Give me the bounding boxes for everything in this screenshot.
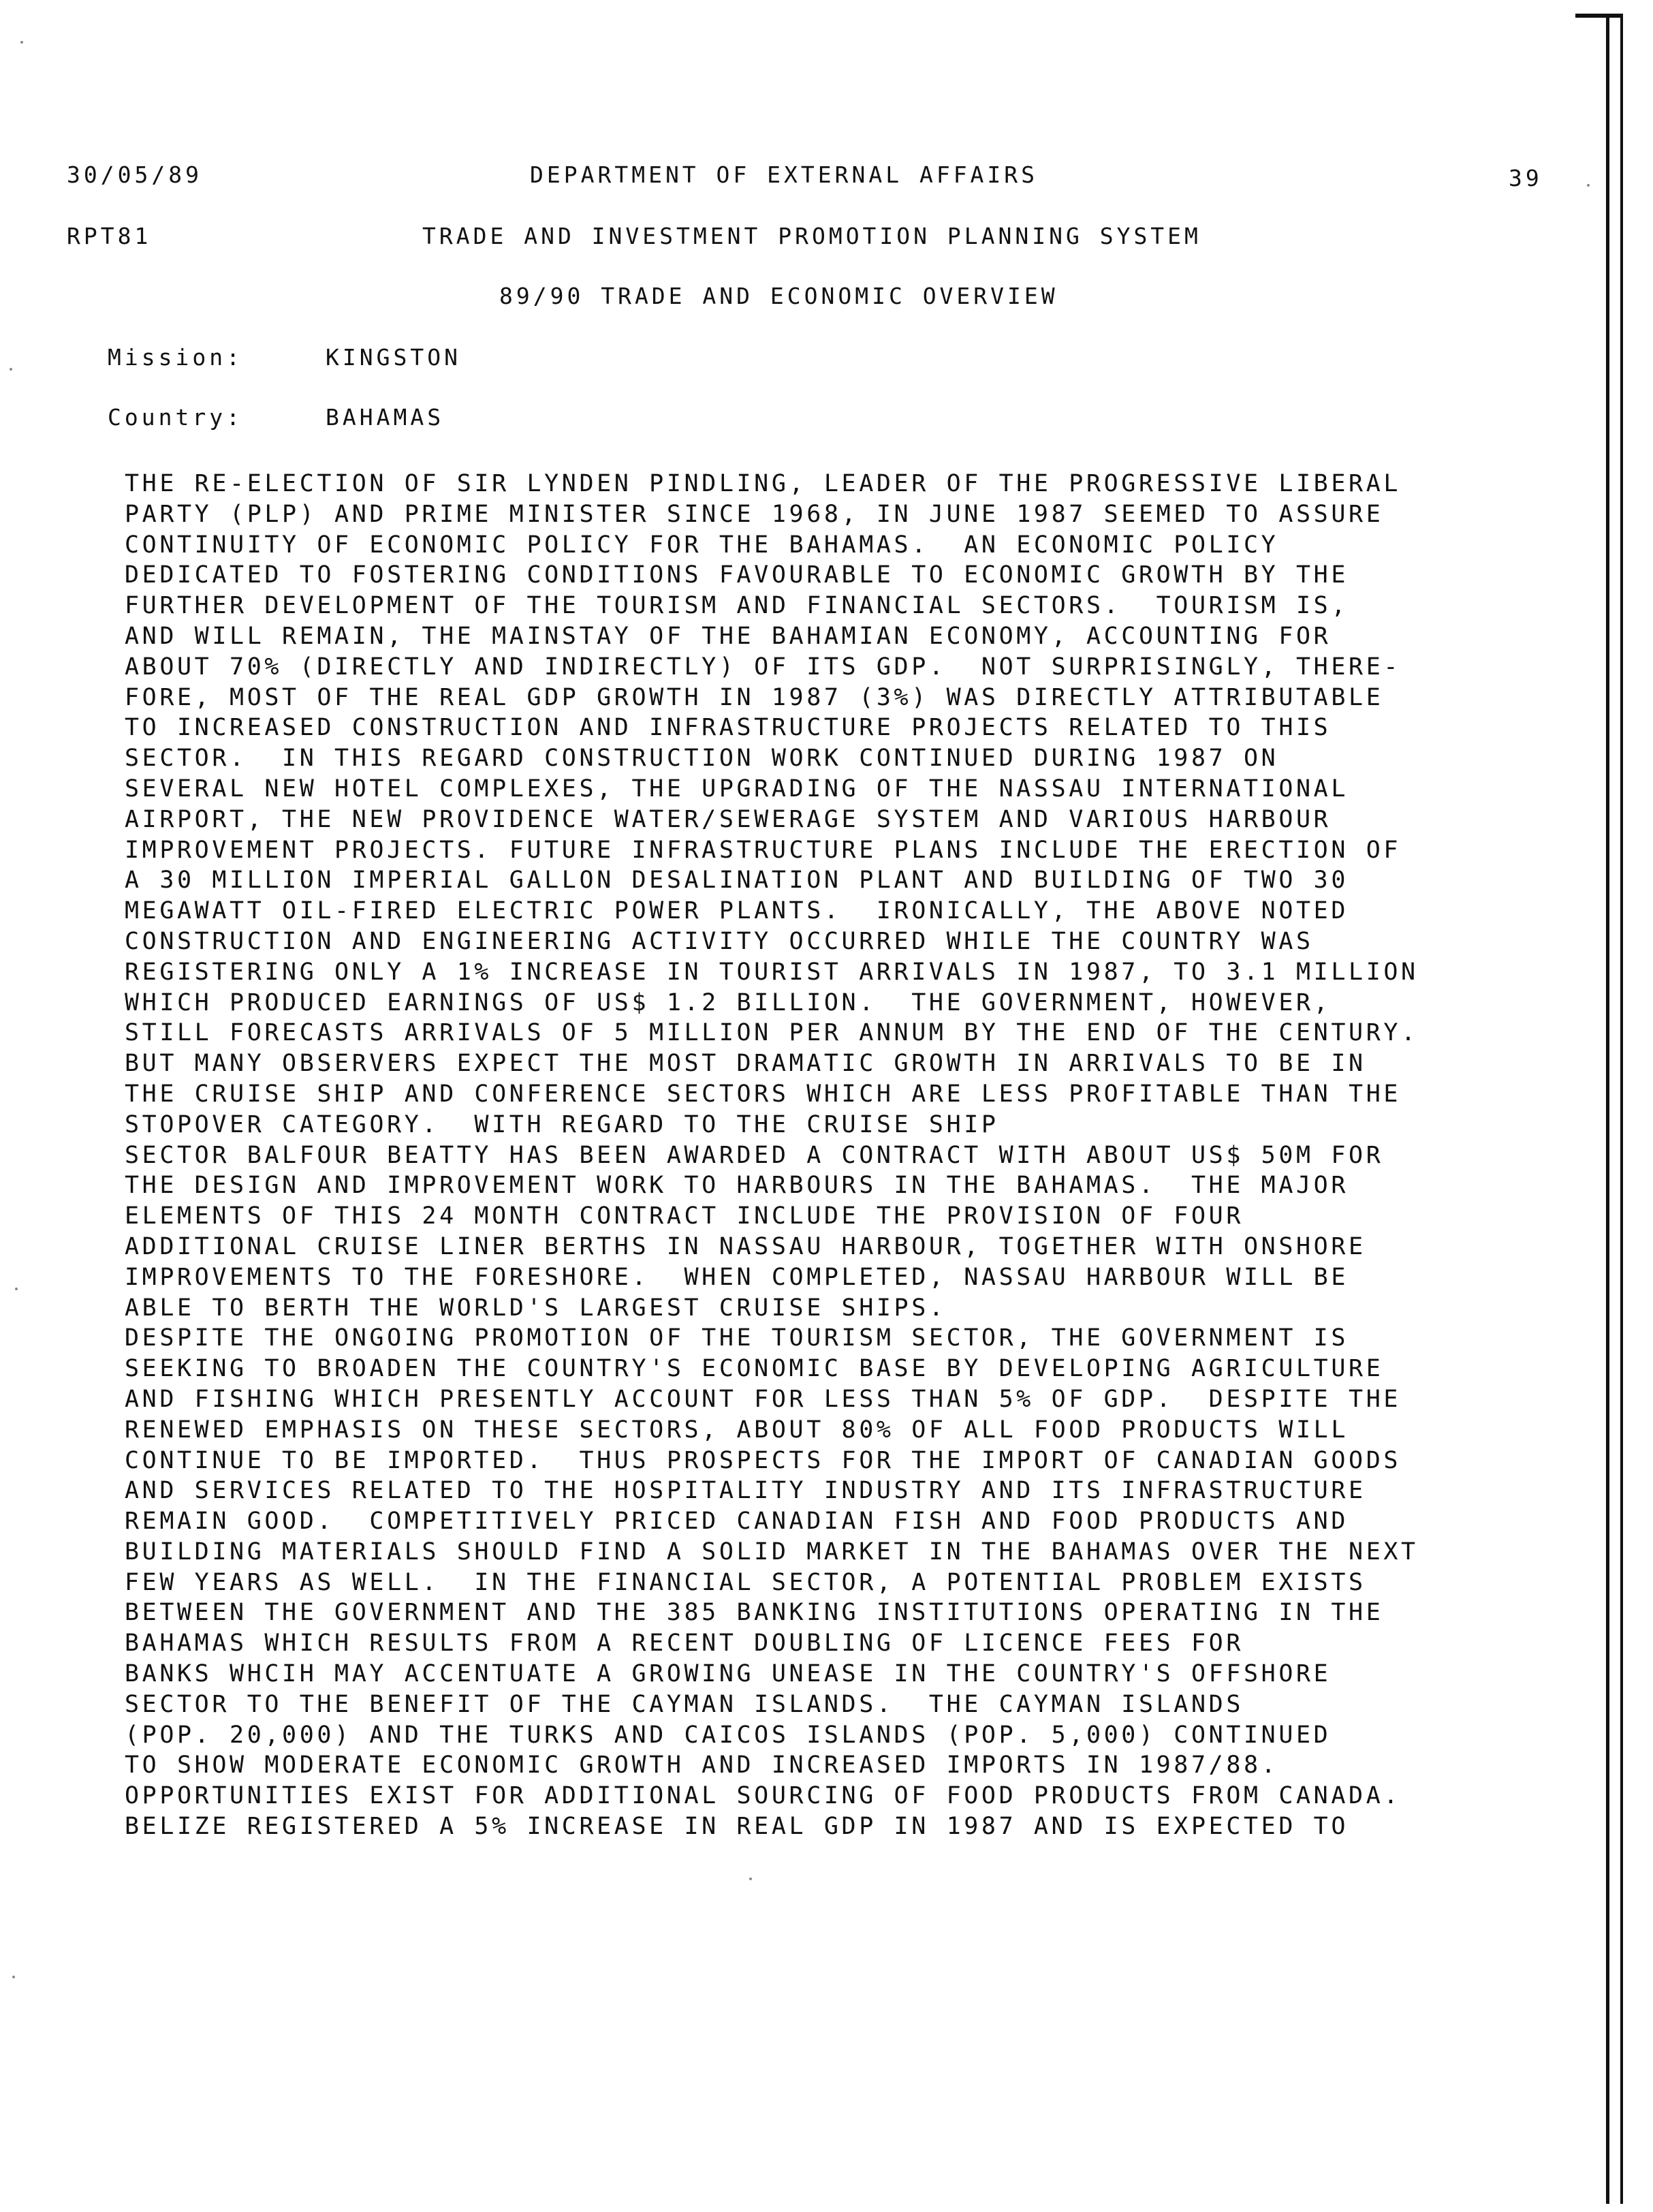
body-text-line: AND WILL REMAIN, THE MAINSTAY OF THE BAHAMIAN ECONOMY, ACCOUNTING FOR bbox=[125, 622, 1332, 650]
body-text-line: BUILDING MATERIALS SHOULD FIND A SOLID MARKET IN THE BAHAMAS OVER THE NEXT bbox=[125, 1538, 1419, 1565]
scan-speck bbox=[10, 368, 12, 371]
body-text-line: WHICH PRODUCED EARNINGS OF US$ 1.2 BILLION. THE GOVERNMENT, HOWEVER, bbox=[125, 988, 1332, 1016]
body-text-line: AIRPORT, THE NEW PROVIDENCE WATER/SEWERAGE SYSTEM AND VARIOUS HARBOUR bbox=[125, 805, 1332, 833]
body-text-line: CONSTRUCTION AND ENGINEERING ACTIVITY OCCURRED WHILE THE COUNTRY WAS bbox=[125, 927, 1314, 955]
body-text-line: DESPITE THE ONGOING PROMOTION OF THE TOURISM SECTOR, THE GOVERNMENT IS bbox=[125, 1324, 1349, 1352]
body-text-line: BELIZE REGISTERED A 5% INCREASE IN REAL GDP IN 1987 AND IS EXPECTED TO bbox=[125, 1813, 1349, 1841]
body-text-line: DEDICATED TO FOSTERING CONDITIONS FAVOURABLE TO ECONOMIC GROWTH BY THE bbox=[125, 561, 1349, 589]
body-text-line: IMPROVEMENTS TO THE FORESHORE. WHEN COMPLETED, NASSAU HARBOUR WILL BE bbox=[125, 1263, 1349, 1291]
body-text-line: ABOUT 70% (DIRECTLY AND INDIRECTLY) OF ITS GDP. NOT SURPRISINGLY, THERE- bbox=[125, 653, 1402, 681]
body-text-line: THE RE-ELECTION OF SIR LYNDEN PINDLING, LEADER OF THE PROGRESSIVE LIBERAL bbox=[125, 470, 1402, 497]
scan-speck bbox=[749, 1878, 752, 1880]
body-text-line: OPPORTUNITIES EXIST FOR ADDITIONAL SOURCING OF FOOD PRODUCTS FROM CANADA. bbox=[125, 1782, 1402, 1810]
page-number: 39 bbox=[1509, 165, 1543, 191]
body-text-line: ELEMENTS OF THIS 24 MONTH CONTRACT INCLUDE THE PROVISION OF FOUR bbox=[125, 1202, 1244, 1230]
body-text-line: CONTINUITY OF ECONOMIC POLICY FOR THE BAHAMAS. AN ECONOMIC POLICY bbox=[125, 531, 1279, 559]
body-text-line: A 30 MILLION IMPERIAL GALLON DESALINATION PLANT AND BUILDING OF TWO 30 bbox=[125, 867, 1349, 894]
body-text-line: FURTHER DEVELOPMENT OF THE TOURISM AND FINANCIAL SECTORS. TOURISM IS, bbox=[125, 592, 1349, 620]
body-text-line: TO INCREASED CONSTRUCTION AND INFRASTRUCTURE PROJECTS RELATED TO THIS bbox=[125, 714, 1332, 742]
body-text-line: REGISTERING ONLY A 1% INCREASE IN TOURIST ARRIVALS IN 1987, TO 3.1 MILLION bbox=[125, 958, 1419, 986]
scan-speck bbox=[15, 1288, 18, 1290]
body-text-line: PARTY (PLP) AND PRIME MINISTER SINCE 1968, IN JUNE 1987 SEEMED TO ASSURE bbox=[125, 500, 1384, 528]
body-text-line: SECTOR. IN THIS REGARD CONSTRUCTION WORK CONTINUED DURING 1987 ON bbox=[125, 745, 1279, 773]
scan-speck bbox=[20, 41, 23, 44]
body-text-line: (POP. 20,000) AND THE TURKS AND CAICOS ISLANDS (POP. 5,000) CONTINUED bbox=[125, 1721, 1332, 1749]
body-text-line: RENEWED EMPHASIS ON THESE SECTORS, ABOUT 80% OF ALL FOOD PRODUCTS WILL bbox=[125, 1416, 1349, 1444]
scan-speck bbox=[12, 1976, 15, 1978]
body-text-line: STILL FORECASTS ARRIVALS OF 5 MILLION PER ANNUM BY THE END OF THE CENTURY. bbox=[125, 1019, 1419, 1047]
body-text-line: CONTINUE TO BE IMPORTED. THUS PROSPECTS FOR THE IMPORT OF CANADIAN GOODS bbox=[125, 1446, 1402, 1474]
body-text-line: ABLE TO BERTH THE WORLD'S LARGEST CRUISE SHIPS. bbox=[125, 1294, 947, 1322]
body-text-line: SECTOR BALFOUR BEATTY HAS BEEN AWARDED A CONTRACT WITH ABOUT US$ 50M FOR bbox=[125, 1141, 1384, 1169]
body-text-line: SECTOR TO THE BENEFIT OF THE CAYMAN ISLANDS. THE CAYMAN ISLANDS bbox=[125, 1690, 1244, 1718]
department-title: DEPARTMENT OF EXTERNAL AFFAIRS bbox=[530, 161, 1039, 188]
overview-title: 89/90 TRADE AND ECONOMIC OVERVIEW bbox=[499, 283, 1058, 309]
body-text-line: FORE, MOST OF THE REAL GDP GROWTH IN 1987 (3%) WAS DIRECTLY ATTRIBUTABLE bbox=[125, 683, 1384, 711]
body-text-line: BANKS WHCIH MAY ACCENTUATE A GROWING UNEASE IN THE COUNTRY'S OFFSHORE bbox=[125, 1660, 1332, 1688]
mission-value: KINGSTON bbox=[326, 344, 461, 371]
body-text-line: THE DESIGN AND IMPROVEMENT WORK TO HARBOURS IN THE BAHAMAS. THE MAJOR bbox=[125, 1172, 1349, 1200]
body-text-line: AND FISHING WHICH PRESENTLY ACCOUNT FOR LESS THAN 5% OF GDP. DESPITE THE bbox=[125, 1385, 1402, 1413]
report-code: RPT81 bbox=[67, 223, 152, 249]
overview-body-text bbox=[125, 469, 1507, 1842]
mission-label: Mission: bbox=[108, 344, 243, 371]
body-text-line: AND SERVICES RELATED TO THE HOSPITALITY INDUSTRY AND ITS INFRASTRUCTURE bbox=[125, 1477, 1366, 1505]
body-text-line: BAHAMAS WHICH RESULTS FROM A RECENT DOUBLING OF LICENCE FEES FOR bbox=[125, 1630, 1244, 1657]
system-title: TRADE AND INVESTMENT PROMOTION PLANNING SYSTEM bbox=[422, 223, 1201, 249]
body-text-line: ADDITIONAL CRUISE LINER BERTHS IN NASSAU HARBOUR, TOGETHER WITH ONSHORE bbox=[125, 1232, 1366, 1260]
body-text-line: FEW YEARS AS WELL. IN THE FINANCIAL SECTOR, A POTENTIAL PROBLEM EXISTS bbox=[125, 1568, 1366, 1596]
body-text-line: SEEKING TO BROADEN THE COUNTRY'S ECONOMIC BASE BY DEVELOPING AGRICULTURE bbox=[125, 1355, 1384, 1383]
body-text-line: IMPROVEMENT PROJECTS. FUTURE INFRASTRUCTURE PLANS INCLUDE THE ERECTION OF bbox=[125, 836, 1402, 864]
report-date: 30/05/89 bbox=[67, 161, 202, 188]
scan-speck bbox=[1587, 184, 1590, 187]
country-value: BAHAMAS bbox=[326, 404, 445, 431]
body-text-line: THE CRUISE SHIP AND CONFERENCE SECTORS WHICH ARE LESS PROFITABLE THAN THE bbox=[125, 1080, 1402, 1108]
body-text-line: TO SHOW MODERATE ECONOMIC GROWTH AND INCREASED IMPORTS IN 1987/88. bbox=[125, 1751, 1279, 1779]
page-edge-cap bbox=[1575, 14, 1623, 27]
body-text-line: BETWEEN THE GOVERNMENT AND THE 385 BANKING INSTITUTIONS OPERATING IN THE bbox=[125, 1599, 1384, 1627]
body-text-line: REMAIN GOOD. COMPETITIVELY PRICED CANADIAN FISH AND FOOD PRODUCTS AND bbox=[125, 1508, 1349, 1536]
country-label: Country: bbox=[108, 404, 243, 431]
body-text-line: STOPOVER CATEGORY. WITH REGARD TO THE CRUISE SHIP bbox=[125, 1110, 999, 1138]
body-text-line: SEVERAL NEW HOTEL COMPLEXES, THE UPGRADING OF THE NASSAU INTERNATIONAL bbox=[125, 775, 1349, 803]
body-text-line: MEGAWATT OIL-FIRED ELECTRIC POWER PLANTS. IRONICALLY, THE ABOVE NOTED bbox=[125, 897, 1349, 925]
body-text-line: BUT MANY OBSERVERS EXPECT THE MOST DRAMATIC GROWTH IN ARRIVALS TO BE IN bbox=[125, 1050, 1366, 1078]
page-edge-border bbox=[1606, 14, 1623, 2204]
